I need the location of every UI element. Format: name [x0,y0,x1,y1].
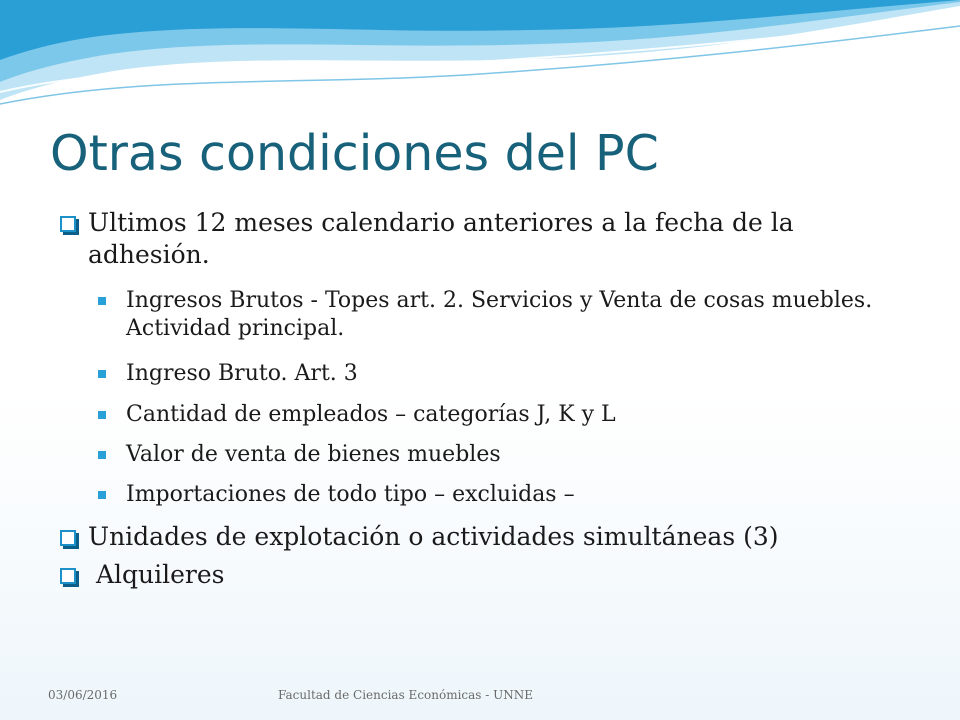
bullet-text: Unidades de explotación o actividades simultáneas (3) [88,522,779,551]
bullet-item [56,207,916,271]
checkbox-bullet-icon [60,568,76,584]
bullet-text: Alquileres [88,560,225,589]
square-bullet-icon [98,297,106,305]
footer-institution: Facultad de Ciencias Económicas - UNNE [278,688,534,702]
sub-bullet-text: Valor de venta de bienes muebles [126,442,501,467]
sub-bullet-item [56,360,916,388]
slide-body [56,207,916,591]
sub-bullet-item [56,401,916,429]
square-bullet-icon [98,491,106,499]
square-bullet-icon [98,451,106,459]
sub-bullet-item [56,441,916,469]
footer-date: 03/06/2016 [48,688,118,702]
sub-bullet-text: Ingresos Brutos - Topes art. 2. Servicios y Venta de cosas muebles. Actividad principal. [126,288,873,341]
sub-bullet-text: Cantidad de empleados – categorías J, K y L [126,402,616,427]
square-bullet-icon [98,411,106,419]
bullet-item [56,559,916,591]
bullet-text: Ultimos 12 meses calendario anteriores a la fecha de la adhesión. [88,208,794,269]
checkbox-bullet-icon [60,530,76,546]
sub-bullet-text: Ingreso Bruto. Art. 3 [126,361,358,386]
sub-bullet-text: Importaciones de todo tipo – excluidas – [126,482,575,507]
sub-bullet-item [56,287,916,343]
sub-bullet-item [56,481,916,509]
slide-title: Otras condiciones del PC [50,125,659,182]
decorative-wave-header [0,0,960,110]
square-bullet-icon [98,370,106,378]
bullet-item [56,521,916,553]
checkbox-bullet-icon [60,216,76,232]
